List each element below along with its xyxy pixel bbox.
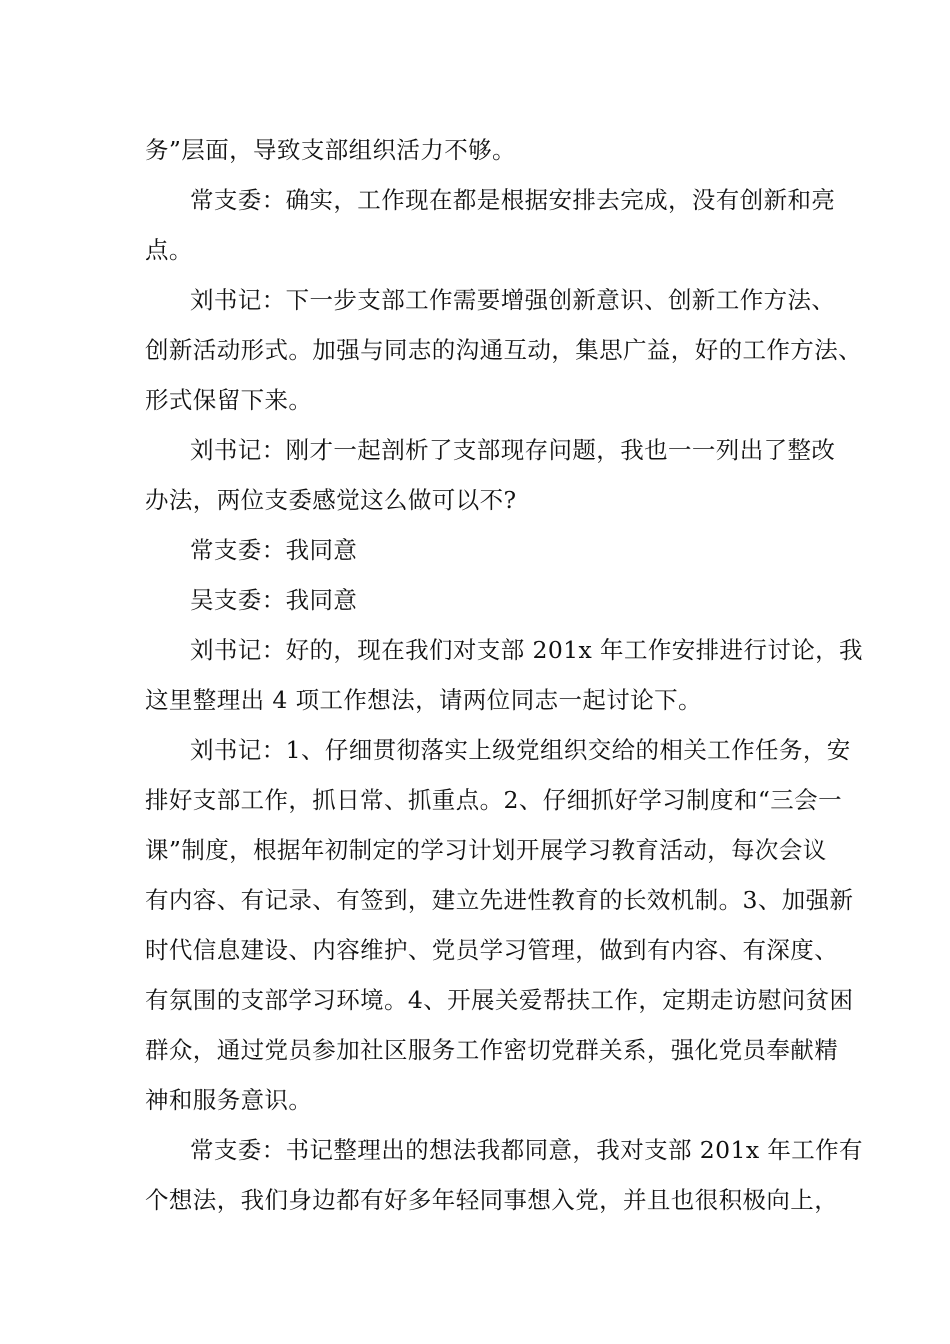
text-line: 时代信息建设、内容维护、党员学习管理，做到有内容、有深度、 (145, 936, 839, 964)
text-line: 这里整理出 4 项工作想法，请两位同志一起讨论下。 (145, 686, 702, 714)
text-line: 刘书记：刚才一起剖析了支部现存问题，我也一一列出了整改 (190, 436, 836, 464)
text-line: 有内容、有记录、有签到，建立先进性教育的长效机制。3、加强新 (145, 886, 854, 914)
text-line: 常支委：确实，工作现在都是根据安排去完成，没有创新和亮 (190, 186, 836, 214)
text-line: 常支委：书记整理出的想法我都同意，我对支部 201x 年工作有 (190, 1136, 863, 1164)
text-line: 课”制度，根据年初制定的学习计划开展学习教育活动，每次会议 (145, 836, 827, 864)
text-line: 个想法，我们身边都有好多年轻同事想入党，并且也很积极向上， (145, 1186, 839, 1214)
text-line: 吴支委：我同意 (190, 586, 358, 614)
text-line: 形式保留下来。 (145, 386, 313, 414)
text-line: 创新活动形式。加强与同志的沟通互动，集思广益，好的工作方法、 (145, 336, 862, 364)
text-line: 刘书记：1、仔细贯彻落实上级党组织交给的相关工作任务，安 (190, 736, 851, 764)
text-line: 常支委：我同意 (190, 536, 358, 564)
text-line: 务”层面，导致支部组织活力不够。 (145, 136, 516, 164)
text-line: 有氛围的支部学习环境。4、开展关爱帮扶工作，定期走访慰问贫困 (145, 986, 854, 1014)
text-line: 排好支部工作，抓日常、抓重点。2、仔细抓好学习制度和“三会一 (145, 786, 842, 814)
text-line: 群众，通过党员参加社区服务工作密切党群关系，强化党员奉献精 (145, 1036, 839, 1064)
text-line: 点。 (145, 236, 193, 264)
text-line: 神和服务意识。 (145, 1086, 313, 1114)
text-line: 办法，两位支委感觉这么做可以不? (145, 486, 517, 514)
text-line: 刘书记：下一步支部工作需要增强创新意识、创新工作方法、 (190, 286, 836, 314)
text-line: 刘书记：好的，现在我们对支部 201x 年工作安排进行讨论，我 (190, 636, 863, 664)
